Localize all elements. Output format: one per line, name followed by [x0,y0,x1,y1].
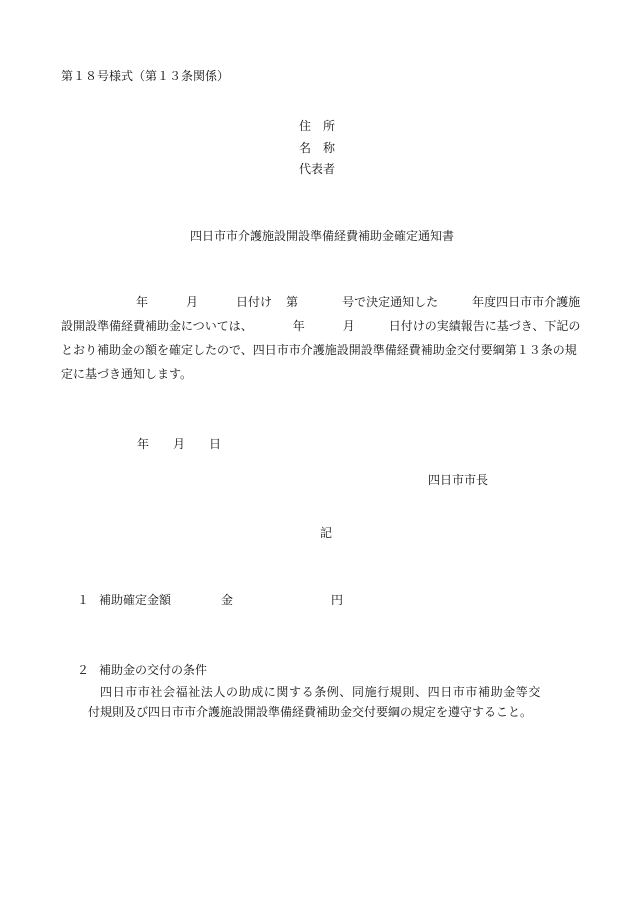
body-line-3: とおり補助金の額を確定したので、四日市市介護施設開設準備経費補助金交付要綱第１３条の規 [61,343,577,357]
body-line-2 [61,314,591,338]
issue-date [137,436,221,452]
item-2-label: 補助金の交付の条件 [99,663,208,677]
issuer: 四日市市長 [428,473,489,487]
body-line-1 [61,290,591,314]
issue-day: 日 [209,437,222,451]
body-line-2-head: 設開設準備経費補助金については、 [61,319,253,333]
body-fiscal-year: 年度四日市市介護施 [472,295,581,309]
item-1-number: １ [77,593,90,607]
item-2-line-1: 四日市市社会福祉法人の助成に関する条例、同施行規則、四日市市補助金等交 [100,685,542,699]
body-number-suffix: 号で決定通知した [342,295,439,309]
document-title: 四日市市介護施設開設準備経費補助金確定通知書 [190,229,455,243]
body-year-1: 年 [136,295,149,309]
body-day-1: 日付け [236,295,273,309]
record-heading: 記 [320,526,333,540]
body-number-prefix: 第 [286,295,299,309]
body-year-2: 年 [292,319,305,333]
issue-year: 年 [137,437,150,451]
body-line-4: 定に基づき通知します。 [61,367,193,381]
body-paragraph [61,290,591,386]
issue-month: 月 [173,437,186,451]
body-line-2-tail: 日付けの実績報告に基づき、下記の [388,319,581,333]
item-2-conditions [88,682,598,722]
item-1-currency-prefix: 金 [221,593,234,607]
form-number: 第１８号様式（第１３条関係） [61,69,230,83]
item-1-label: 補助確定金額 [99,593,172,607]
body-month-2: 月 [342,319,355,333]
representative-label: 代表者 [299,162,336,176]
body-month-1: 月 [186,295,199,309]
item-2-line-2: 付規則及び四日市市介護施設開設準備経費補助金交付要綱の規定を遵守すること。 [88,705,533,719]
address-label: 住 所 [299,119,336,133]
item-1 [77,592,343,608]
name-label: 名 称 [299,141,336,155]
item-2-heading [77,662,207,678]
item-1-unit: 円 [331,593,344,607]
item-2-number: ２ [77,663,90,677]
